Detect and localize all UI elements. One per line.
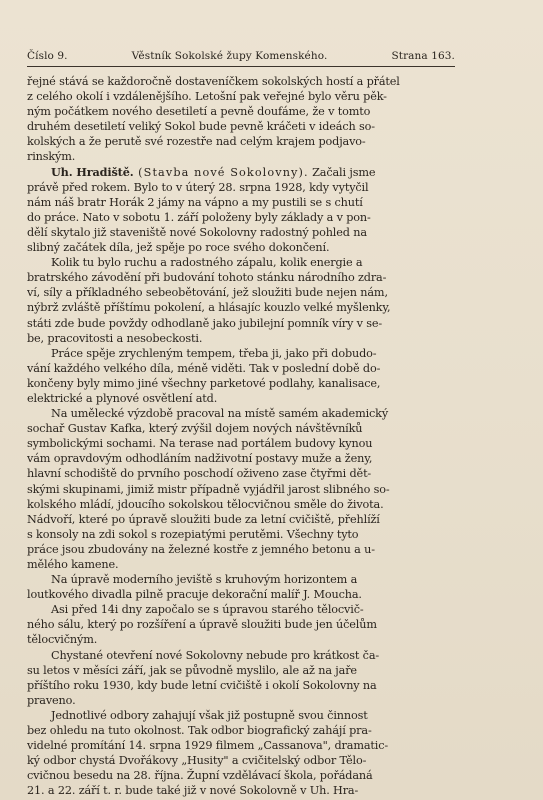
line-text: nýbrž zvláště příštímu pokolení, a hlásajíc kouzlo velké myšlenky, [27,301,391,315]
text-line [27,195,455,210]
text-line [27,617,455,632]
line-text: Chystané otevření nové Sokolovny nebude pro krátkost ča- [51,648,380,662]
line-text: nám náš bratr Horák 2 jámy na vápno a my pustili se s chutí [27,195,363,209]
text-line [27,270,455,285]
line-text: kolského mládí, jdoucího sokolskou tělocvičnou směle do života. [27,497,384,511]
text-line [27,361,455,376]
text-line [27,587,455,602]
text-line [27,436,455,451]
text-line [27,482,455,497]
line-text: Jednotlivé odbory zahajují však již postupně svou činnost [51,708,368,722]
line-text: vání každého velkého díla, méně viděti. Tak v poslední době do- [27,361,381,375]
text-line [27,557,455,572]
text-line [27,376,455,391]
line-text: do práce. Nato v sobotu 1. září položeny byly základy a v pon- [27,210,371,224]
line-text: skými skupinami, jimiž mistr případně vyjádřil jarost slibného so- [27,482,390,496]
line-text: ným počátkem nového desetiletí a pevně doufáme, že v tomto [27,105,371,119]
text-line [27,421,455,436]
text-line [27,527,455,542]
header-rule [27,66,455,67]
text-line [27,678,455,693]
text-line [27,693,455,708]
line-text: loutkového divadla pilně pracuje dekorační malíř J. Moucha. [27,588,362,602]
text-line [27,300,455,315]
text-line [27,104,455,119]
text-line [27,180,455,195]
text-line [27,346,455,361]
text-line [27,497,455,512]
text-line [27,316,455,331]
line-text: su letos v měsíci září, jak se původně myslilo, ale až na jaře [27,663,357,677]
article-body [27,74,455,799]
text-line [27,466,455,481]
line-text: příštího roku 1930, kdy bude letní cvičiště i okolí Sokolovny na [27,678,377,692]
text-line [27,768,455,783]
text-line [27,89,455,104]
line-text: právě před rokem. Bylo to v úterý 28. srpna 1928, kdy vytyčil [27,180,369,194]
line-text: ného sálu, který po rozšíření a úpravě sloužiti bude jen účelům [27,618,377,632]
text-line [27,663,455,678]
line-text: Asi před 14i dny započalo se s úpravou starého tělocvič- [51,603,364,617]
line-text: Nádvoří, které po úpravě sloužiti bude za letní cvičiště, přehlíží [27,512,380,526]
text-line [27,542,455,557]
line-text: cvičnou besedu na 28. října. Župní vzdělávací škola, pořádaná [27,769,373,783]
page-header [27,50,455,62]
line-text: mělého kamene. [27,558,119,571]
text-line [27,240,455,255]
line-text: elektrické a plynové osvětlení atd. [27,391,218,405]
line-text: práce jsou zbudovány na železné kostře z jemného betonu a u- [27,542,375,556]
issue-number: Číslo 9. [27,50,68,62]
section-heading: Uh. Hradiště. [51,164,134,179]
page-number: Strana 163. [391,50,455,62]
text-line [27,572,455,587]
line-text: z celého okolí i vzdálenějšího. Letošní pak veřejné bylo věru pěk- [27,90,387,104]
text-line [27,331,455,346]
line-text: ví, síly a příkladného sebeobětování, jež sloužiti bude nejen nám, [27,286,388,300]
section-subtitle: (Stavba nové Sokolovny). [133,165,309,179]
line-text: řejné stává se každoročně dostaveníčkem sokolských hostí a přátel [27,75,400,88]
text-line [27,451,455,466]
text-line [27,648,455,663]
text-line [27,391,455,406]
line-text: Na umělecké výzdobě pracoval na místě samém akademický [51,407,389,421]
publication-title: Věstník Sokolské župy Komenského. [131,50,328,62]
line-text: tělocvičným. [27,633,98,647]
text-line [27,225,455,240]
line-text: Kolik tu bylo ruchu a radostného zápalu, kolik energie a [51,256,363,270]
line-text: Práce spěje zrychleným tempem, třeba ji, jako při dobudo- [51,346,377,360]
text-line [27,134,455,149]
text-line [27,74,455,89]
line-text: kolských a že perutě své rozestře nad celým krajem podjavo- [27,135,366,149]
text-line [27,708,455,723]
line-text: státi zde bude povždy odhodlaně jako jubilejní pomník víry v se- [27,316,383,330]
line-text: dělí skytalo již staveniště nové Sokolovny radostný pohled na [27,225,367,239]
line-text: symbolickými sochami. Na terase nad portálem budovy kynou [27,437,373,451]
line-text: be, pracovitosti a nesobeckosti. [27,331,203,345]
line-text: s konsoly na zdi sokol s rozepiatými perutěmi. Všechny tyto [27,527,359,541]
line-text: rinským. [27,150,76,164]
line-text: 21. a 22. září t. r. bude také již v nové Sokolovně v Uh. Hra- [27,784,359,798]
line-text: Na úpravě moderního jeviště s kruhovým horizontem a [51,573,358,587]
text-line [27,285,455,300]
line-text: hlavní schodiště do prvního poschodí oživeno zase čtyřmi dět- [27,467,372,481]
line-text: sochař Gustav Kafka, který zvýšil dojem nových návštěvníků [27,422,363,436]
text-line [27,149,455,164]
line-text: vám opravdovým odhodláním nadživotní postavy muže a ženy, [27,452,373,466]
text-line [27,632,455,647]
line-text: ký odbor chystá Dvořákovy „Husity" a cvičitelský odbor Tělo- [27,754,367,768]
line-text: bez ohledu na tuto okolnost. Tak odbor biografický zahájí pra- [27,724,372,738]
text-line [27,738,455,753]
text-line [27,512,455,527]
text-line [27,783,455,798]
line-text: končeny byly mimo jiné všechny parketové podlahy, kanalisace, [27,376,381,390]
line-text: bratrského závodění při budování tohoto stánku národního zdra- [27,271,387,285]
line-text: Začali jsme [308,165,376,179]
text-line [27,210,455,225]
text-line [27,406,455,421]
text-line [27,753,455,768]
line-text: videlné promítání 14. srpna 1929 filmem „Cassanova", dramatic- [27,739,389,753]
text-line [27,602,455,617]
line-text: slibný začátek díla, jež spěje po roce svého dokončení. [27,241,330,255]
line-text: praveno. [27,693,76,707]
text-line [27,119,455,134]
text-line [27,165,455,180]
text-line [27,723,455,738]
text-line [27,255,455,270]
line-text: druhém desetiletí veliký Sokol bude pevně kráčeti v ideách so- [27,120,375,134]
